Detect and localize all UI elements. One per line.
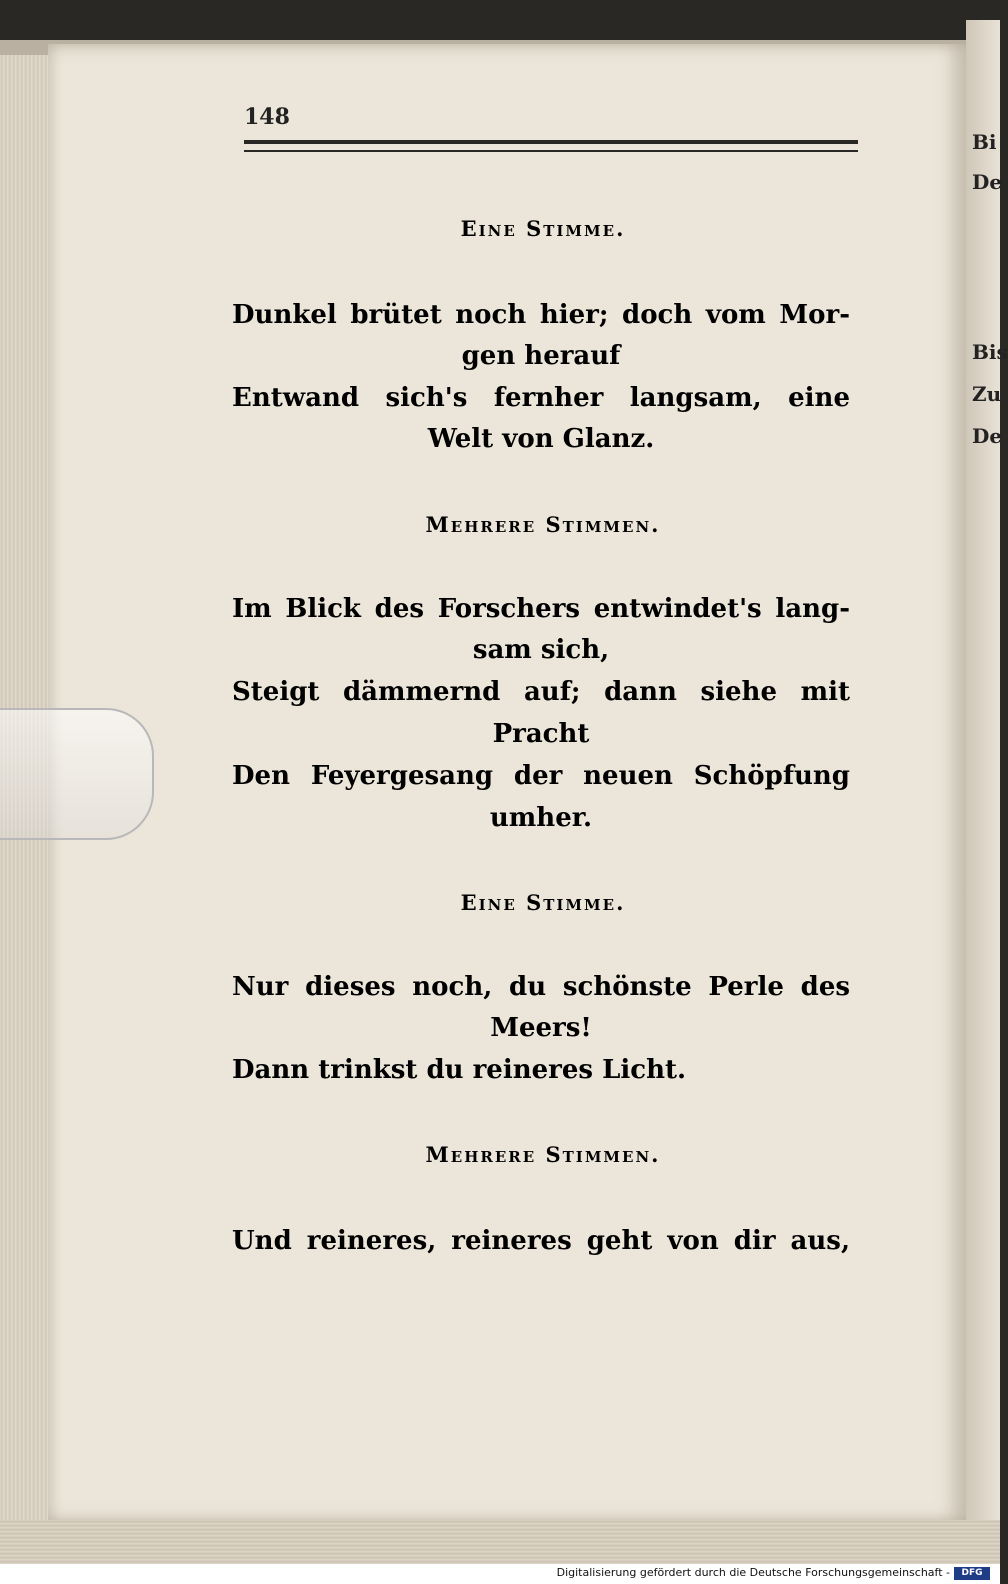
verse-line: gen herauf xyxy=(461,341,621,371)
verse-line: Dunkel brütet noch hier; doch vom Mor- xyxy=(232,300,850,330)
facing-page-edge xyxy=(966,20,1008,1550)
verse-line: Nur dieses noch, du schönste Perle des xyxy=(232,972,850,1002)
page-number: 148 xyxy=(244,104,290,130)
facing-page-fragment: Bis xyxy=(972,340,1008,364)
verse-line: Und reineres, reineres geht von dir aus, xyxy=(232,1226,850,1256)
page-bottom-edge xyxy=(0,1520,1000,1564)
verse-line: Steigt dämmernd auf; dann siehe mit xyxy=(232,677,850,707)
facing-page-fragment: De xyxy=(972,170,1003,194)
dfg-logo: DFG xyxy=(954,1567,990,1580)
speaker-heading: Eine Stimme. xyxy=(460,216,626,241)
facing-page-fragment: Zu xyxy=(972,382,1002,406)
verse-line: Im Blick des Forschers entwindet's lang- xyxy=(232,594,850,624)
verse-line: Entwand sich's fernher langsam, eine xyxy=(232,383,850,413)
header-rule-thin xyxy=(244,150,858,152)
verse-line: umher. xyxy=(489,803,593,833)
footer-credit: Digitalisierung gefördert durch die Deutsche Forschungsgemeinschaft - xyxy=(556,1566,950,1579)
facing-page-fragment: Bi xyxy=(972,130,997,154)
verse-line: sam sich, xyxy=(472,635,610,665)
speaker-heading: Eine Stimme. xyxy=(460,890,626,915)
verse-line: Den Feyergesang der neuen Schöpfung xyxy=(232,761,850,791)
header-rule-thick xyxy=(244,140,858,144)
verse-line: Welt von Glanz. xyxy=(427,424,655,454)
page-clip xyxy=(0,708,154,840)
facing-page-fragment: De xyxy=(972,424,1003,448)
speaker-heading: Mehrere Stimmen. xyxy=(425,512,661,537)
verse-line: Pracht xyxy=(492,719,590,749)
speaker-heading: Mehrere Stimmen. xyxy=(425,1142,661,1167)
verse-line: Meers! xyxy=(490,1013,592,1043)
verse-line: Dann trinkst du reineres Licht. xyxy=(232,1055,687,1085)
